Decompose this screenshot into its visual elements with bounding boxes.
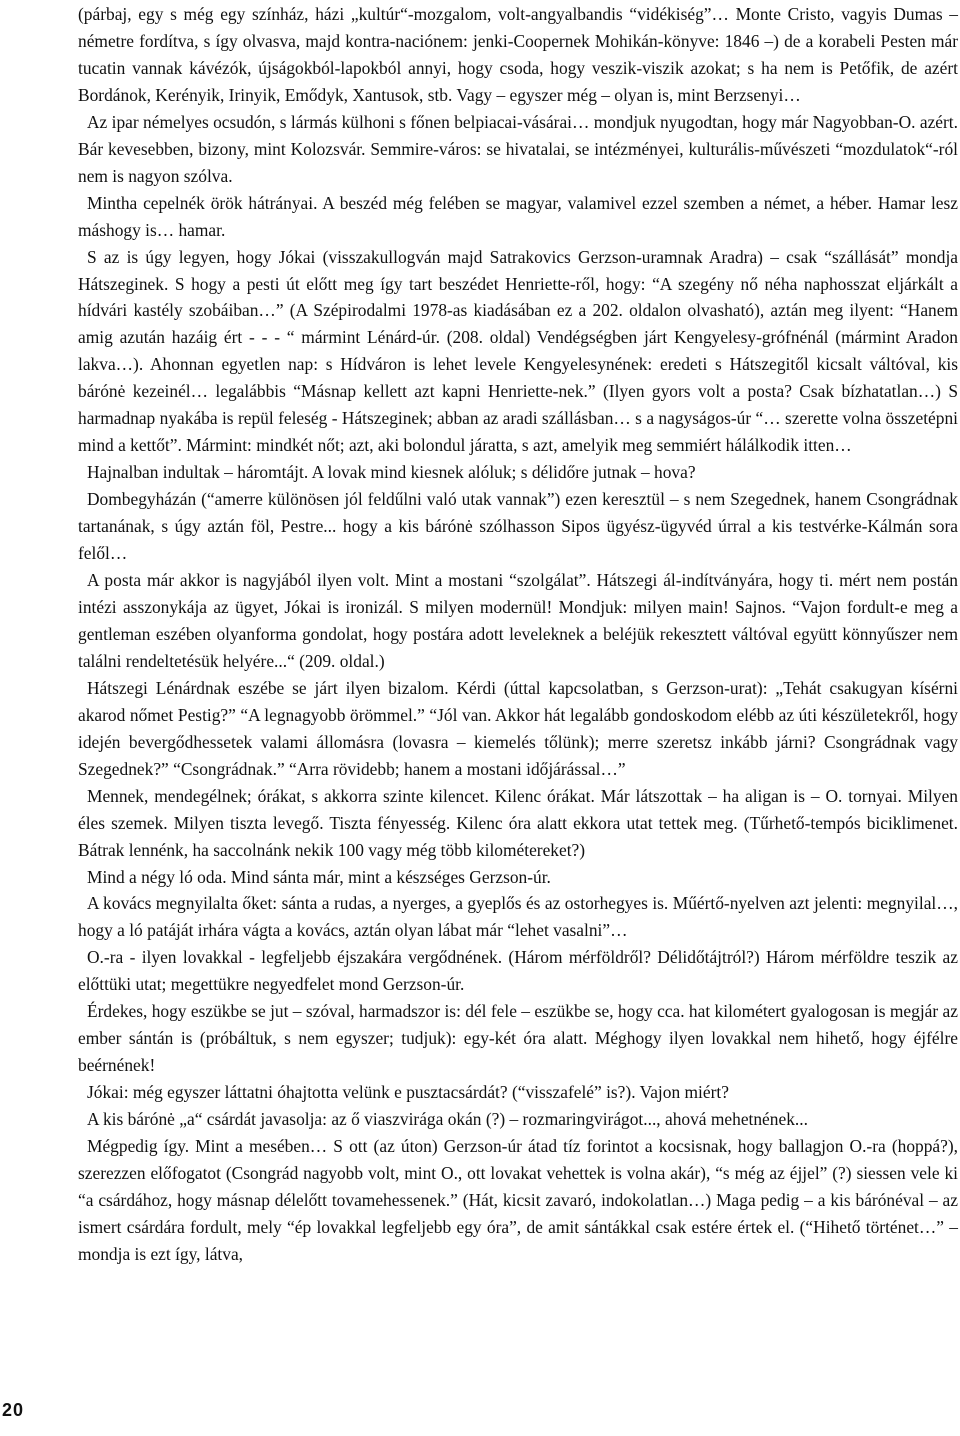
paragraph-13: Érdekes, hogy eszükbe se jut – szóval, harmadszor is: dél fele – eszükbe se, hogy cca. hat kilométert gyalogosan is megjár az ember sántán is (próbáltuk, s nem egyszer; tudjuk): egy-két óra alatt. Méghogy ilyen lovakkal nem hihető, hogy éjfélre beérnének! bbox=[78, 1001, 958, 1076]
paragraph-1: (párbaj, egy s még egy színház, házi „kultúr“-mozgalom, volt-angyalbandis “vidékiség”… Monte Cristo, vagyis Dumas – németre fordítva, s így olvasva, majd kontra-naciónem: jenki-Coopernek Mohikán-könyve: 1846 –) de a korabeli Pesten már tucatin vannak kávézók, újságokból-lapokból annyi, hogy csoda, hogy veszik-viszik azokat; s ha nem is Petőfik, de azért Bordánok, Kerényik, Irinyik, Emődyk, Xantusok, stb. Vagy – egyszer még – olyan is, mint Berzsenyi… bbox=[78, 4, 958, 105]
paragraph-5: Hajnalban indultak – háromtájt. A lovak mind kiesnek alóluk; s délidőre jutnak – hova? bbox=[87, 462, 696, 483]
paragraph-6: Dombegyházán (“amerre különösen jól feldűlni való utak vannak”) ezen keresztül – s nem Szegednek, hanem Csongrádnak tartanának, s úgy aztán föl, Pestre... hogy a kis bárónė szólhasson Sipos ügyész-ügyvéd úrral a kis testvérke-Kálmán sora felől… bbox=[78, 489, 958, 564]
paragraph-3: Mintha cepelnék örök hátrányai. A beszéd még felében se magyar, valamivel ezzel szemben a német, a héber. Hamar lesz máshogy is… hamar. bbox=[78, 192, 958, 240]
paragraph-7: A posta már akkor is nagyjából ilyen volt. Mint a mostani “szolgálat”. Hátszegi ál-indítványára, hogy ti. mért nem postán intézi asszonykája az ügyet, Jókai is ironizál. S milyen modernül! Mondjuk: milyen main! Sajnos. “Vajon fordult-e meg a gentleman eszében olyanforma gondolat, hogy postára adott leveleknek a beléjük rekesztett váltóval együtt könnyűszer nem találni rendeltetésük helyére...“ (209. oldal.) bbox=[78, 570, 958, 671]
paragraph-4: S az is úgy legyen, hogy Jókai (visszakullogván majd Satrakovics Gerzson-uramnak Aradra) – csak “szállását” mondja Hátszeginek. S hogy a pesti út előtt meg így tart beszédet Henriette-ről, hogy: “A szegény nő néha naphosszat eljárkált a hídvári kastély szobáiban…” (A Szépirodalmi 1978-as kiadásában ez a 202. oldalon olvasható), aztán meg ilyent: “Hanem amig azután hazáig ért - - - “ mármint Lénárd-úr. (208. oldal) Vendégségben járt Kengyelesy-grófnénál (mármint Aradon lakva…). Ahonnan egyetlen nap: s Hídváron is lehet levele Kengyelesynének: eredeti s Hátszegitől kicsalt váltóval, kis bárónė kezeinél… legalábbis “Másnap kellett azt kapni Henriette-nek.” (Ilyen gyors volt a posta? Csak bízhatatlan…) S harmadnap nyakába is repül feleség - Hátszeginek; abban az aradi szállásban… s a nagyságos-úr “… szerette volna összetépni mind a kettőt”. Mármint: mindkét nőt; azt, aki bolondul járatta, s azt, amelyik meg semmiért hálálkodik itten… bbox=[78, 246, 958, 456]
paragraph-16: Mégpedig így. Mint a mesében… S ott (az úton) Gerzson-úr átad tíz forintot a kocsisnak, hogy ballagjon O.-ra (hoppá?), szerezzen előfogatot (Csongrád nagyobb volt, mint O., ott lovakat vehettek is volna akár), “s még az éjjel” (?) siessen vele ki “a csárdához, hogy másnap délelőtt tovamehessenek.” (Hát, kicsit zavaró, indokolatlan…) Maga pedig – a kis bárónéval – az ismert csárdára fordult, mely “ép lovakkal legfeljebb egy óra”, de amit sántákkal csak estére értek el. (“Hihető történet…” – mondja is ezt így, látva, bbox=[78, 1136, 958, 1264]
paragraph-8: Hátszegi Lénárdnak eszébe se járt ilyen bizalom. Kérdi (úttal kapcsolatban, s Gerzson-urat): „Tehát csakugyan kísérni akarod nőmet Pestig?” “A legnagyobb örömmel.” “Jól van. Akkor hát legalább gondoskodom elébb az úti készületekről, hogy idején bevergődhessetek valami állomásra (lovasra – kiemelés tőlünk); merre szeretsz inkább járni? Csongrádnak vagy Szegednek?” “Csongrádnak.” “Arra rövidebb; hanem a mostani időjárással…” bbox=[78, 677, 958, 779]
paragraph-10: Mind a négy ló oda. Mind sánta már, mint a készséges Gerzson-úr. bbox=[87, 866, 551, 887]
paragraph-9: Mennek, mendegélnek; órákat, s akkorra szinte kilencet. Kilenc órákat. Már látszottak – ha aligan is – O. tornyai. Milyen éles szemek. Milyen tiszta levegő. Tiszta fényesség. Kilenc óra alatt ekkora utat tettek meg. (Tűrhető-tempós biciklimenet. Bátrak lennénk, ha saccolnánk nekik 100 vagy még több kilométereket?) bbox=[78, 785, 958, 860]
page-number: 20 bbox=[2, 1400, 25, 1420]
paragraph-14: Jókai: még egyszer láttatni óhajtotta velünk e pusztacsárdát? (“visszafelé” is?). Vajon miért? bbox=[87, 1082, 729, 1103]
body-text bbox=[78, 1, 958, 1268]
paragraph-15: A kis bárónė „a“ csárdát javasolja: az ő viaszvirága okán (?) – rozmaringvirágot..., ahová mehetnének... bbox=[87, 1109, 808, 1130]
paragraph-11: A kovács megnyilalta őket: sánta a rudas, a nyerges, a gyeplős és az ostorhegyes is. Műértő-nyelven azt jelenti: megnyilal…, hogy a ló patáját irhára vágta a kovács, aztán olyan lábat már “lehet vasalni”… bbox=[78, 893, 958, 941]
paragraph-2: Az ipar némelyes ocsudón, s lármás külhoni s főnen belpiacai-vásárai… mondjuk nyugodtan, hogy már Nagyobban-O. azért. Bár kevesebben, bizony, mint Kolozsvár. Semmire-város: se hivatalai, se intézményei, kulturális-művészeti “mozdulatok“-ról nem is nagyon szólva. bbox=[78, 111, 958, 186]
paragraph-12: O.-ra - ilyen lovakkal - legfeljebb éjszakára vergődnének. (Három mérföldről? Délidőtájtról?) Három mérföldre teszik az előttüki utat; megettükre negyedfelet mond Gerzson-úr. bbox=[78, 947, 958, 995]
